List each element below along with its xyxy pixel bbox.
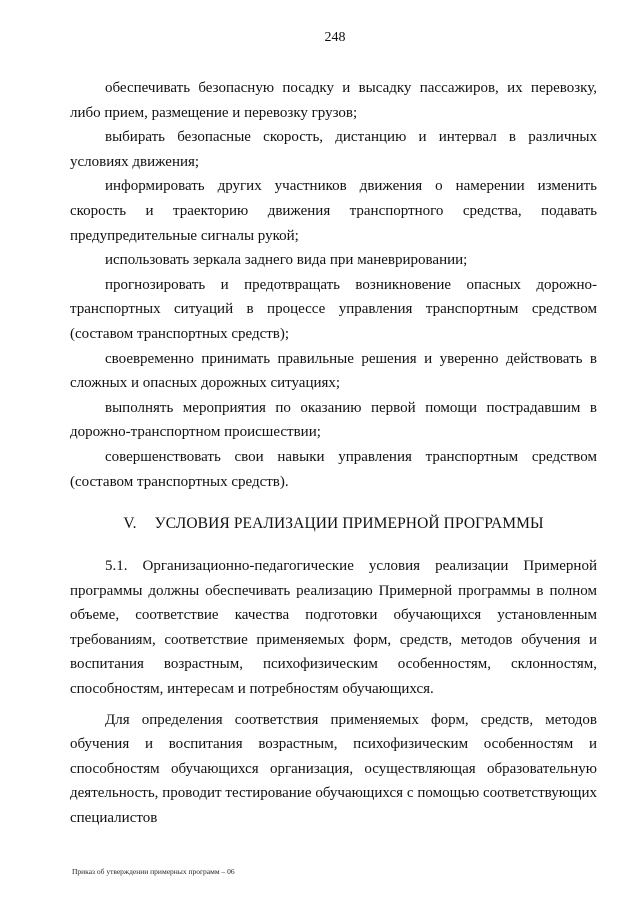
list-item: прогнозировать и предотвращать возникновение опасных дорожно-транспортных ситуаций в процессе управления транспортным средством (составом транспортных средств); (70, 276, 597, 342)
skills-list (70, 76, 597, 494)
section-heading (70, 515, 597, 533)
section-number: V. (123, 515, 137, 532)
list-item: использовать зеркала заднего вида при маневрировании; (105, 252, 468, 269)
footer-note: Приказ об утверждении примерных программ – 06 (72, 867, 235, 876)
list-item: обеспечивать безопасную посадку и высадку пассажиров, их перевозку, либо прием, размещение и перевозку грузов; (70, 80, 597, 121)
section-paragraph: 5.1. Организационно-педагогические условия реализации Примерной программы должны обеспечивать реализацию Примерной программы в полном объеме, соответствие качества подготовки обучающихся установленным требованиям, соответствие применяемых форм, средств, методов обучения и воспитания возрастным, психофизическим особенностям, склонностям, способностям, интересам и потребностям обучающихся. (70, 558, 597, 697)
page-number: 248 (324, 30, 346, 45)
list-item: своевременно принимать правильные решения и уверенно действовать в сложных и опасных дорожных ситуациях; (70, 350, 597, 392)
list-item: выполнять мероприятия по оказанию первой помощи пострадавшим в дорожно-транспортном происшествии; (70, 399, 597, 441)
list-item: информировать других участников движения о намерении изменить скорость и траекторию движения транспортного средства, подавать предупредительные сигналы рукой; (70, 178, 597, 244)
section-title: УСЛОВИЯ РЕАЛИЗАЦИИ ПРИМЕРНОЙ ПРОГРАММЫ (154, 515, 544, 532)
section-paragraph: Для определения соответствия применяемых форм, средств, методов обучения и воспитания возрастным, психофизическим особенностям и способностям обучающихся организация, осуществляющая образовательную деятельность, проводит тестирование обучающихся с помощью соответствующих специалистов (70, 711, 597, 826)
list-item: совершенствовать свои навыки управления транспортным средством (составом транспортных средств). (70, 448, 597, 490)
section-body (70, 554, 597, 837)
list-item: выбирать безопасные скорость, дистанцию и интервал в различных условиях движения; (70, 129, 597, 170)
